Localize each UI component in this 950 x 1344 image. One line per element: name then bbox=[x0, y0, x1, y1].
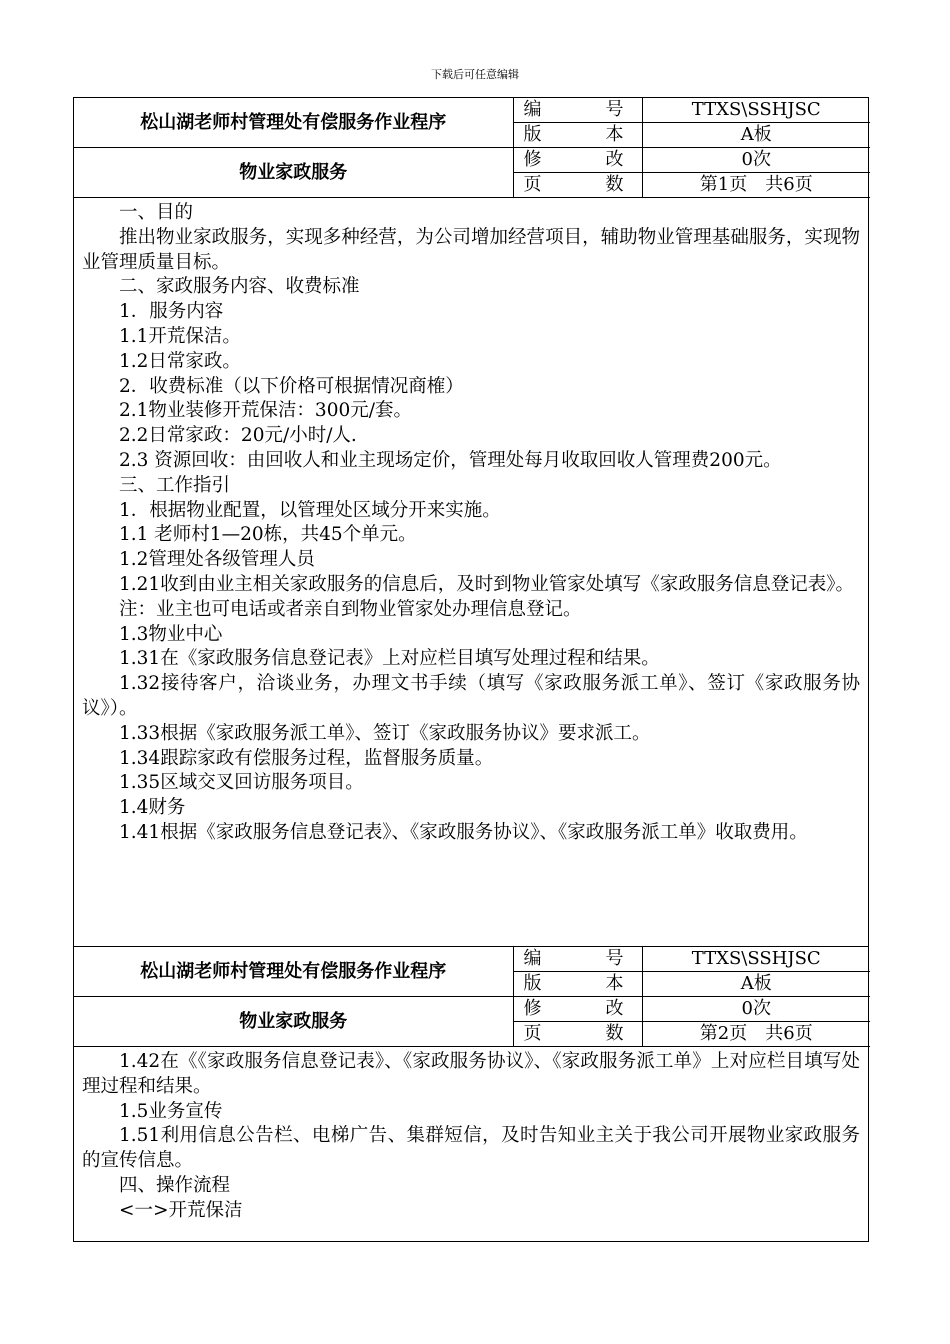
paragraph: 2.3 资源回收：由回收人和业主现场定价，管理处每月收取回收人管理费200元。 bbox=[119, 449, 782, 471]
page-body bbox=[74, 198, 868, 846]
code-label: 编 号 bbox=[523, 948, 624, 969]
code-label: 编 号 bbox=[523, 99, 624, 120]
edition-value: A板 bbox=[642, 972, 870, 997]
page-body bbox=[74, 1047, 868, 1224]
paragraph: 1.31在《家政服务信息登记表》上对应栏目填写处理过程和结果。 bbox=[119, 648, 660, 670]
paragraph: 1.41根据《家政服务信息登记表》、《家政服务协议》、《家政服务派工单》收取费用。 bbox=[119, 821, 808, 843]
paragraph: 1.2管理处各级管理人员 bbox=[119, 549, 315, 571]
paragraph: 1.33根据《家政服务派工单》、签订《家政服务协议》要求派工。 bbox=[119, 722, 651, 744]
paragraph: 1.21收到由业主相关家政服务的信息后，及时到物业管家处填写《家政服务信息登记表》。 bbox=[119, 573, 854, 595]
revision-value: 0次 bbox=[642, 997, 870, 1022]
paragraph: 1．根据物业配置，以管理处区域分开来实施。 bbox=[119, 499, 501, 521]
paragraph: 2．收费标准（以下价格可根据情况商榷） bbox=[119, 375, 464, 397]
section-heading: 一、目的 bbox=[119, 202, 194, 223]
section-heading: 二、家政服务内容、收费标准 bbox=[119, 276, 360, 298]
revision-label: 修 改 bbox=[523, 998, 624, 1019]
section-heading: 四、操作流程 bbox=[119, 1174, 231, 1196]
code-value: TTXS\SSHJSC bbox=[642, 98, 870, 123]
paragraph: 1.2日常家政。 bbox=[119, 350, 241, 372]
revision-value: 0次 bbox=[642, 148, 870, 173]
paragraph: 1.5业务宣传 bbox=[119, 1100, 223, 1122]
edition-value: A板 bbox=[642, 123, 870, 148]
paragraph: 1.35区域交叉回访服务项目。 bbox=[119, 772, 364, 794]
paragraph: 注：业主也可电话或者亲自到物业管家处办理信息登记。 bbox=[119, 598, 582, 620]
top-note: 下载后可任意编辑 bbox=[431, 68, 519, 81]
paragraph: <一>开荒保洁 bbox=[119, 1199, 243, 1221]
paragraph: 1．服务内容 bbox=[119, 301, 224, 323]
program-title: 松山湖老师村管理处有偿服务作业程序 bbox=[74, 98, 513, 148]
paragraph: 1.42在《《家政服务信息登记表》、《家政服务协议》、《家政服务派工单》上对应栏目填写处理过程和结果。 bbox=[82, 1051, 860, 1097]
document-page-2 bbox=[73, 946, 869, 1242]
paragraph: 1.32接待客户，洽谈业务，办理文书手续（填写《家政服务派工单》、签订《家政服务协议》）。 bbox=[82, 673, 860, 719]
paragraph: 1.4财务 bbox=[119, 797, 186, 819]
service-title: 物业家政服务 bbox=[74, 997, 513, 1047]
paragraph: 1.1 老师村1—20栋，共45个单元。 bbox=[119, 524, 417, 546]
pages-label: 页 数 bbox=[523, 1023, 624, 1044]
pages-value: 第1页 共6页 bbox=[642, 173, 870, 198]
pages-value: 第2页 共6页 bbox=[642, 1022, 870, 1047]
document-page-1 bbox=[73, 97, 869, 946]
paragraph: 1.3物业中心 bbox=[119, 623, 223, 645]
header-table bbox=[74, 947, 870, 1047]
paragraph: 2.2日常家政：20元/小时/人. bbox=[119, 425, 357, 447]
paragraph: 1.51利用信息公告栏、电梯广告、集群短信，及时告知业主关于我公司开展物业家政服务的宣传信息。 bbox=[82, 1125, 860, 1172]
pages-label: 页 数 bbox=[523, 174, 624, 195]
header-table bbox=[74, 98, 870, 198]
program-title: 松山湖老师村管理处有偿服务作业程序 bbox=[74, 947, 513, 997]
revision-label: 修 改 bbox=[523, 149, 624, 170]
edition-label: 版 本 bbox=[523, 973, 624, 994]
paragraph: 1.1开荒保洁。 bbox=[119, 325, 241, 347]
code-value: TTXS\SSHJSC bbox=[642, 947, 870, 972]
service-title: 物业家政服务 bbox=[74, 148, 513, 198]
section-heading: 三、工作指引 bbox=[119, 474, 231, 496]
paragraph: 1.34跟踪家政有偿服务过程，监督服务质量。 bbox=[119, 747, 494, 769]
edition-label: 版 本 bbox=[523, 124, 624, 145]
paragraph: 推出物业家政服务，实现多种经营，为公司增加经营项目，辅助物业管理基础服务，实现物业管理质量目标。 bbox=[82, 226, 860, 273]
paragraph: 2.1物业装修开荒保洁：300元/套。 bbox=[119, 400, 412, 422]
